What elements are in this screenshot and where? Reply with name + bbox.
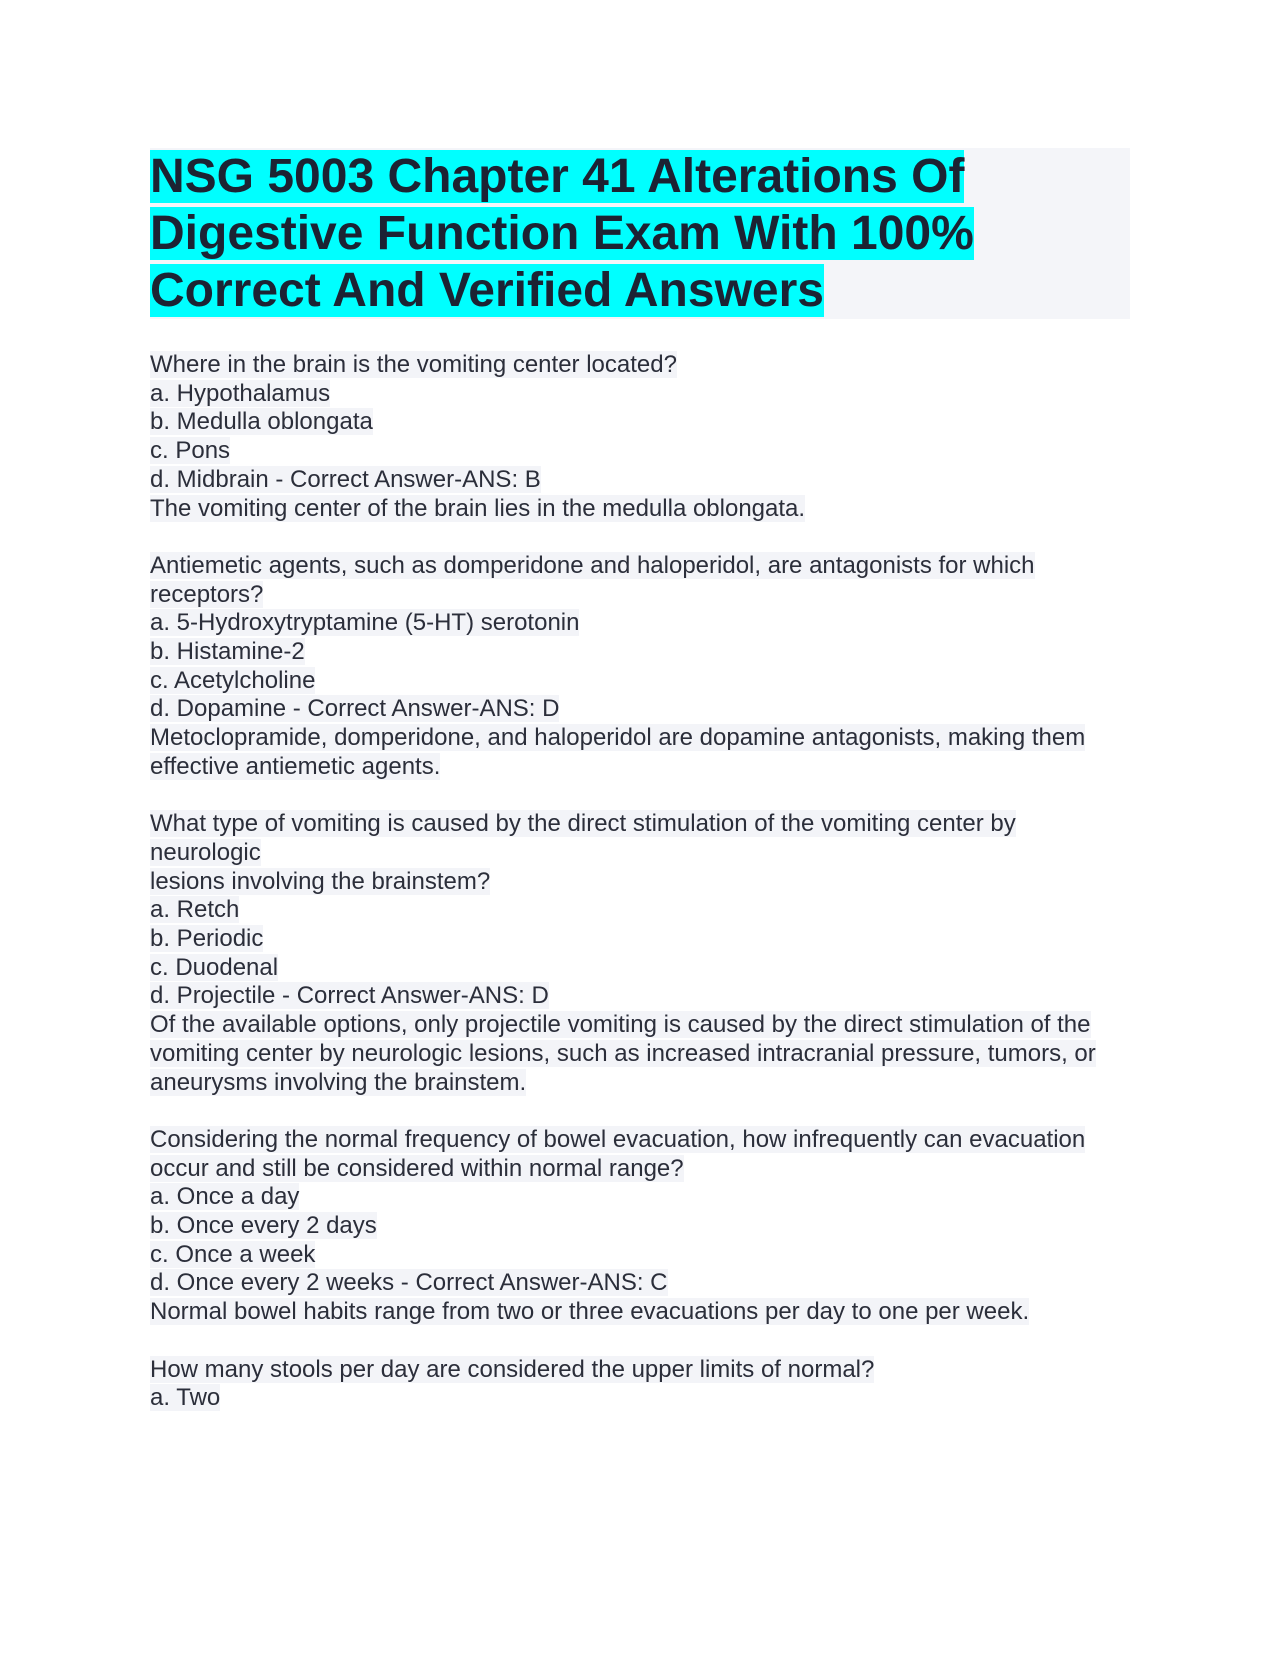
question-line [150,1298,1130,1327]
question-line [150,495,1130,524]
question-line-text: c. Pons [150,437,231,465]
question-line-text: d. Projectile - Correct Answer-ANS: D [150,982,549,1010]
question-line [150,1040,1130,1069]
question-line [150,1212,1130,1241]
question-line [150,638,1130,667]
question-line-text: b. Once every 2 days [150,1212,377,1240]
question-list [150,351,1130,1413]
question-line-text: The vomiting center of the brain lies in the medulla oblongata. [150,494,806,522]
question-line [150,609,1130,638]
question-block [150,810,1130,1097]
document-title [150,148,1130,319]
question-line-text: d. Once every 2 weeks - Correct Answer-ANS: C [150,1269,668,1297]
question-line [150,1069,1130,1098]
question-line-text: Of the available options, only projectile vomiting is caused by the direct stimulation of the [150,1011,1091,1039]
question-line [150,351,1130,380]
question-line-text: aneurysms involving the brainstem. [150,1068,527,1096]
question-block [150,552,1130,782]
question-line-text: b. Medulla oblongata [150,408,373,436]
question-line [150,868,1130,897]
document-page [150,148,1130,1413]
question-line-text: a. Hypothalamus [150,379,331,407]
question-line-text: lesions involving the brainstem? [150,867,491,895]
question-line-text: a. 5-Hydroxytryptamine (5-HT) serotonin [150,609,580,637]
question-line-text: How many stools per day are considered the upper limits of normal? [150,1355,875,1383]
question-line-text: Where in the brain is the vomiting center located? [150,351,677,378]
question-line-text: a. Two [150,1384,221,1412]
question-line-text: Metoclopramide, domperidone, and haloperidol are dopamine antagonists, making them effective antiemetic agents. [150,724,1086,780]
question-line [150,896,1130,925]
question-block [150,1356,1130,1413]
question-line-text: c. Duodenal [150,953,279,981]
question-line [150,552,1130,609]
question-line [150,1241,1130,1270]
question-line [150,380,1130,409]
question-line [150,724,1130,781]
title-highlight: NSG 5003 Chapter 41 Alterations Of Digestive Function Exam With 100% Correct And Verified Answers [150,150,974,317]
question-line-text: c. Acetylcholine [150,666,316,694]
question-line-text: Antiemetic agents, such as domperidone and haloperidol, are antagonists for which receptors? [150,551,1035,608]
question-block [150,351,1130,523]
question-line-text: d. Midbrain - Correct Answer-ANS: B [150,465,541,493]
question-line [150,408,1130,437]
question-line-text: Considering the normal frequency of bowel evacuation, how infrequently can evacuation occur and still be considered within normal range? [150,1125,1086,1182]
question-line [150,1183,1130,1212]
question-line [150,954,1130,983]
question-line [150,982,1130,1011]
question-line [150,466,1130,495]
question-line-text: a. Retch [150,896,240,924]
question-line-text: b. Histamine-2 [150,638,305,666]
question-line [150,1384,1130,1413]
question-line-text: Normal bowel habits range from two or three evacuations per day to one per week. [150,1298,1030,1326]
question-line [150,667,1130,696]
question-line-text: What type of vomiting is caused by the direct stimulation of the vomiting center by neurologic [150,810,1016,866]
question-line-text: c. Once a week [150,1240,316,1268]
question-line-text: b. Periodic [150,925,264,953]
question-line [150,695,1130,724]
question-line-text: vomiting center by neurologic lesions, such as increased intracranial pressure, tumors, or [150,1039,1096,1067]
title-block [150,148,1130,319]
question-line [150,437,1130,466]
question-line [150,1126,1130,1183]
question-line [150,1011,1130,1040]
question-line [150,1269,1130,1298]
question-block [150,1126,1130,1327]
question-line-text: a. Once a day [150,1183,300,1211]
question-line-text: d. Dopamine - Correct Answer-ANS: D [150,695,560,723]
question-line [150,925,1130,954]
question-line [150,810,1130,867]
question-line [150,1356,1130,1385]
